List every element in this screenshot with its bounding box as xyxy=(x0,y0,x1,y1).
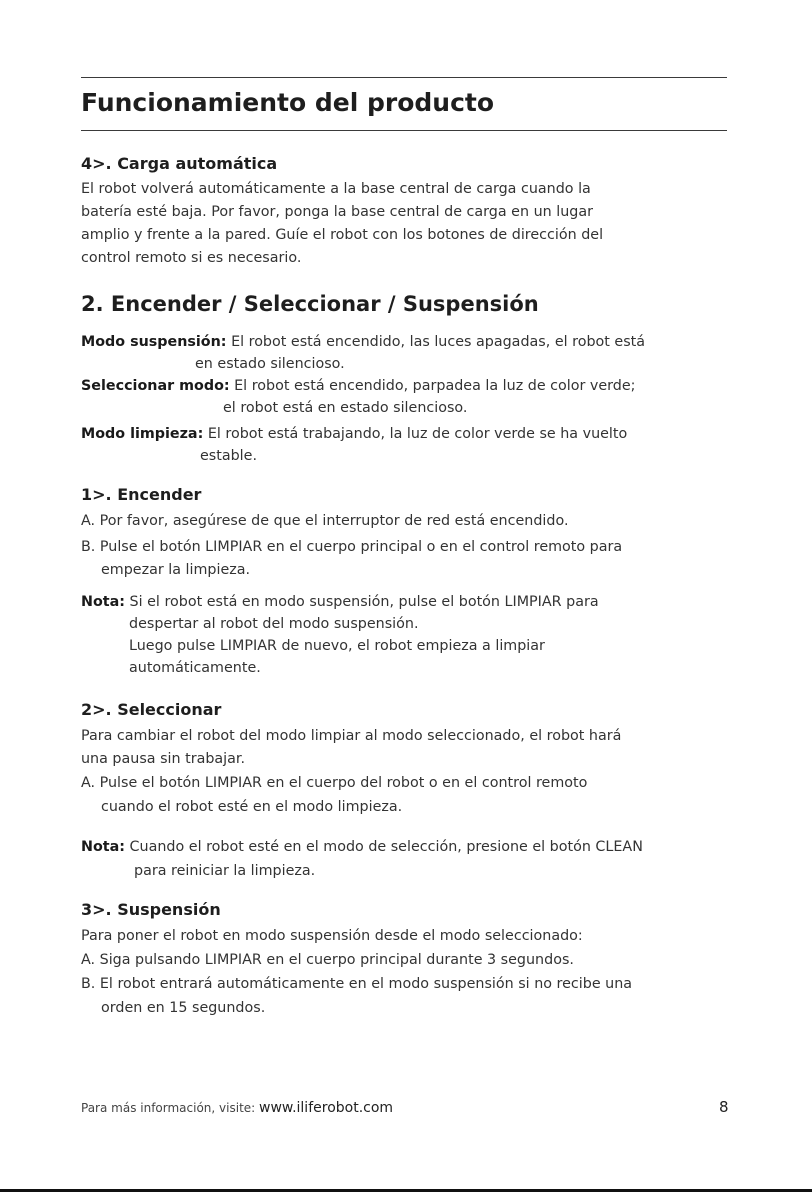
seleccionar-line-a: A. Pulse el botón LIMPIAR en el cuerpo del robot o en el control remoto xyxy=(81,775,588,791)
mode-suspension-cont: en estado silencioso. xyxy=(195,356,345,372)
seleccionar-note-2: para reiniciar la limpieza. xyxy=(134,863,316,879)
encender-line-b: B. Pulse el botón LIMPIAR en el cuerpo principal o en el control remoto para xyxy=(81,539,623,555)
encender-note-2: despertar al robot del modo suspensión. xyxy=(129,616,419,632)
mode-desc: El robot está encendido, parpadea la luz de color verde; xyxy=(229,378,636,394)
mode-label: Seleccionar modo: xyxy=(81,378,230,394)
encender-note-4: automáticamente. xyxy=(129,660,261,676)
encender-line-b-cont: empezar la limpieza. xyxy=(101,562,251,578)
top-divider xyxy=(81,77,727,78)
mode-label: Modo limpieza: xyxy=(81,426,204,442)
carga-line-2: batería esté baja. Por favor, ponga la base central de carga en un lugar xyxy=(81,204,593,220)
suspension-line-1: Para poner el robot en modo suspensión desde el modo seleccionado: xyxy=(81,928,583,944)
mode-label: Modo suspensión: xyxy=(81,334,227,350)
page-number: 8 xyxy=(719,1098,729,1116)
section-heading-modes: 2. Encender / Seleccionar / Suspensión xyxy=(81,292,539,316)
seleccionar-line-1: Para cambiar el robot del modo limpiar al modo seleccionado, el robot hará xyxy=(81,728,622,744)
section-heading-carga: 4>. Carga automática xyxy=(81,154,278,173)
seleccionar-line-a-cont: cuando el robot esté en el modo limpieza. xyxy=(101,799,403,815)
mode-limpieza-cont: estable. xyxy=(200,448,257,464)
footer xyxy=(81,1100,393,1116)
note-text: Cuando el robot esté en el modo de selección, presione el botón CLEAN xyxy=(125,839,643,855)
mode-desc: El robot está encendido, las luces apagadas, el robot está xyxy=(226,334,646,350)
seleccionar-note xyxy=(81,836,643,858)
note-label: Nota: xyxy=(81,839,125,855)
suspension-line-b: B. El robot entrará automáticamente en el modo suspensión si no recibe una xyxy=(81,976,633,992)
seleccionar-line-2: una pausa sin trabajar. xyxy=(81,751,246,767)
section-heading-encender: 1>. Encender xyxy=(81,485,202,504)
page-title: Funcionamiento del producto xyxy=(81,88,495,117)
footer-prefix: Para más información, visite: xyxy=(81,1101,260,1115)
carga-line-1: El robot volverá automáticamente a la base central de carga cuando la xyxy=(81,181,591,197)
carga-line-4: control remoto si es necesario. xyxy=(81,250,302,266)
encender-note-3: Luego pulse LIMPIAR de nuevo, el robot empieza a limpiar xyxy=(129,638,545,654)
section-heading-suspension: 3>. Suspensión xyxy=(81,900,221,919)
note-label: Nota: xyxy=(81,594,125,610)
mode-limpieza xyxy=(81,423,627,445)
suspension-line-a: A. Siga pulsando LIMPIAR en el cuerpo principal durante 3 segundos. xyxy=(81,952,574,968)
website-link[interactable]: www.iliferobot.com xyxy=(259,1100,394,1116)
suspension-line-b-cont: orden en 15 segundos. xyxy=(101,1000,266,1016)
title-divider xyxy=(81,130,727,131)
encender-note xyxy=(81,591,599,613)
mode-desc: El robot está trabajando, la luz de color verde se ha vuelto xyxy=(203,426,628,442)
section-heading-seleccionar: 2>. Seleccionar xyxy=(81,700,222,719)
mode-seleccionar xyxy=(81,375,636,397)
carga-line-3: amplio y frente a la pared. Guíe el robot con los botones de dirección del xyxy=(81,227,604,243)
encender-line-a: A. Por favor, asegúrese de que el interruptor de red está encendido. xyxy=(81,513,569,529)
mode-suspension xyxy=(81,331,645,353)
mode-seleccionar-cont: el robot está en estado silencioso. xyxy=(223,400,468,416)
note-text: Si el robot está en modo suspensión, pulse el botón LIMPIAR para xyxy=(125,594,599,610)
